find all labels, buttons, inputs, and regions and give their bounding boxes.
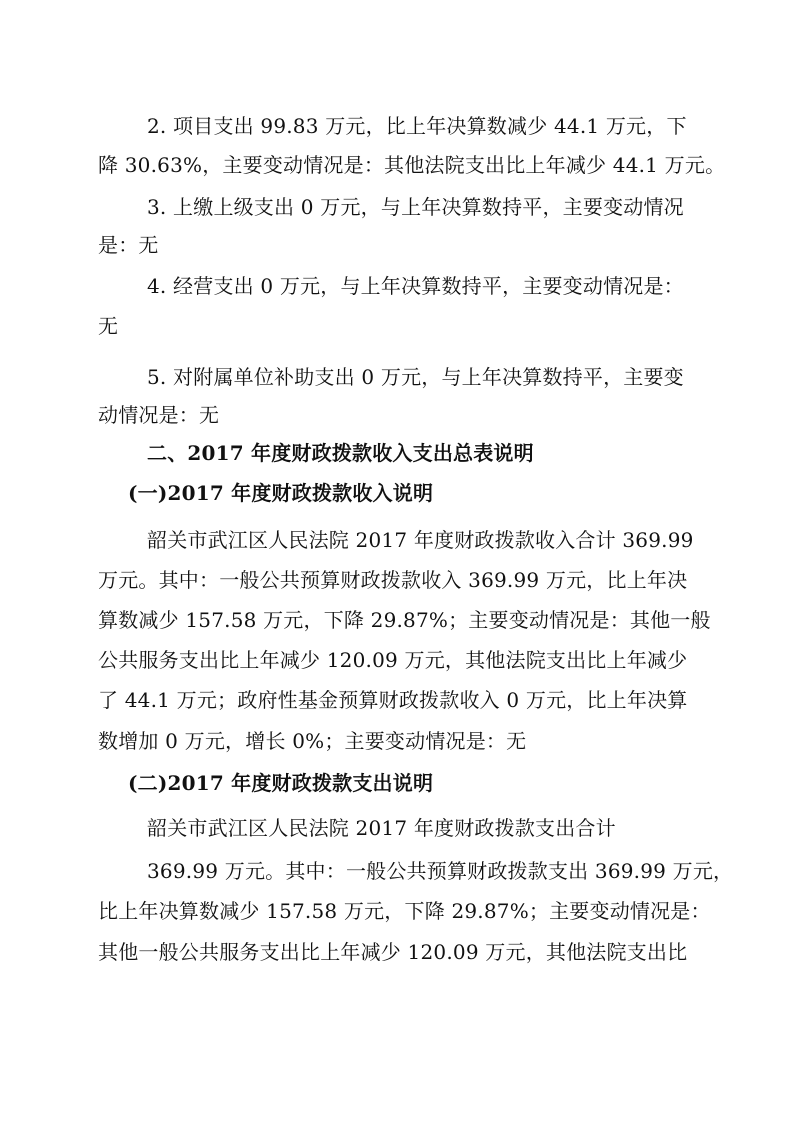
paragraph-line: 万元。其中：一般公共预算财政拨款收入 369.99 万元，比上年决 [98,568,688,592]
paragraph-line: 降 30.63%，主要变动情况是：其他法院支出比上年减少 44.1 万元。 [98,153,726,177]
paragraph-line: 是：无 [98,233,159,257]
paragraph-line: 动情况是：无 [98,403,220,427]
paragraph-line: 3. 上缴上级支出 0 万元，与上年决算数持平，主要变动情况 [147,195,684,219]
section-heading: 二、2017 年度财政拨款收入支出总表说明 [147,441,534,465]
paragraph-line: 369.99 万元。其中：一般公共预算财政拨款支出 369.99 万元， [147,859,734,883]
subsection-heading: (一)2017 年度财政拨款收入说明 [128,481,434,505]
paragraph-line: 比上年决算数减少 157.58 万元，下降 29.87%；主要变动情况是： [98,899,711,923]
paragraph-line: 韶关市武江区人民法院 2017 年度财政拨款支出合计 [147,816,616,840]
paragraph-line: 了 44.1 万元；政府性基金预算财政拨款收入 0 万元，比上年决算 [98,688,688,712]
paragraph-line: 算数减少 157.58 万元，下降 29.87%；主要变动情况是：其他一般 [98,608,711,632]
paragraph-line: 5. 对附属单位补助支出 0 万元，与上年决算数持平，主要变 [147,365,684,389]
paragraph-line: 公共服务支出比上年减少 120.09 万元，其他法院支出比上年减少 [98,648,688,672]
paragraph-line: 无 [98,314,119,338]
subsection-heading: (二)2017 年度财政拨款支出说明 [128,771,434,795]
paragraph-line: 其他一般公共服务支出比上年减少 120.09 万元，其他法院支出比 [98,940,688,964]
paragraph-line: 4. 经营支出 0 万元，与上年决算数持平，主要变动情况是： [147,274,684,298]
paragraph-line: 韶关市武江区人民法院 2017 年度财政拨款收入合计 369.99 [147,528,694,552]
paragraph-line: 数增加 0 万元，增长 0%；主要变动情况是：无 [98,729,527,753]
paragraph-line: 2. 项目支出 99.83 万元，比上年决算数减少 44.1 万元，下 [147,114,687,138]
